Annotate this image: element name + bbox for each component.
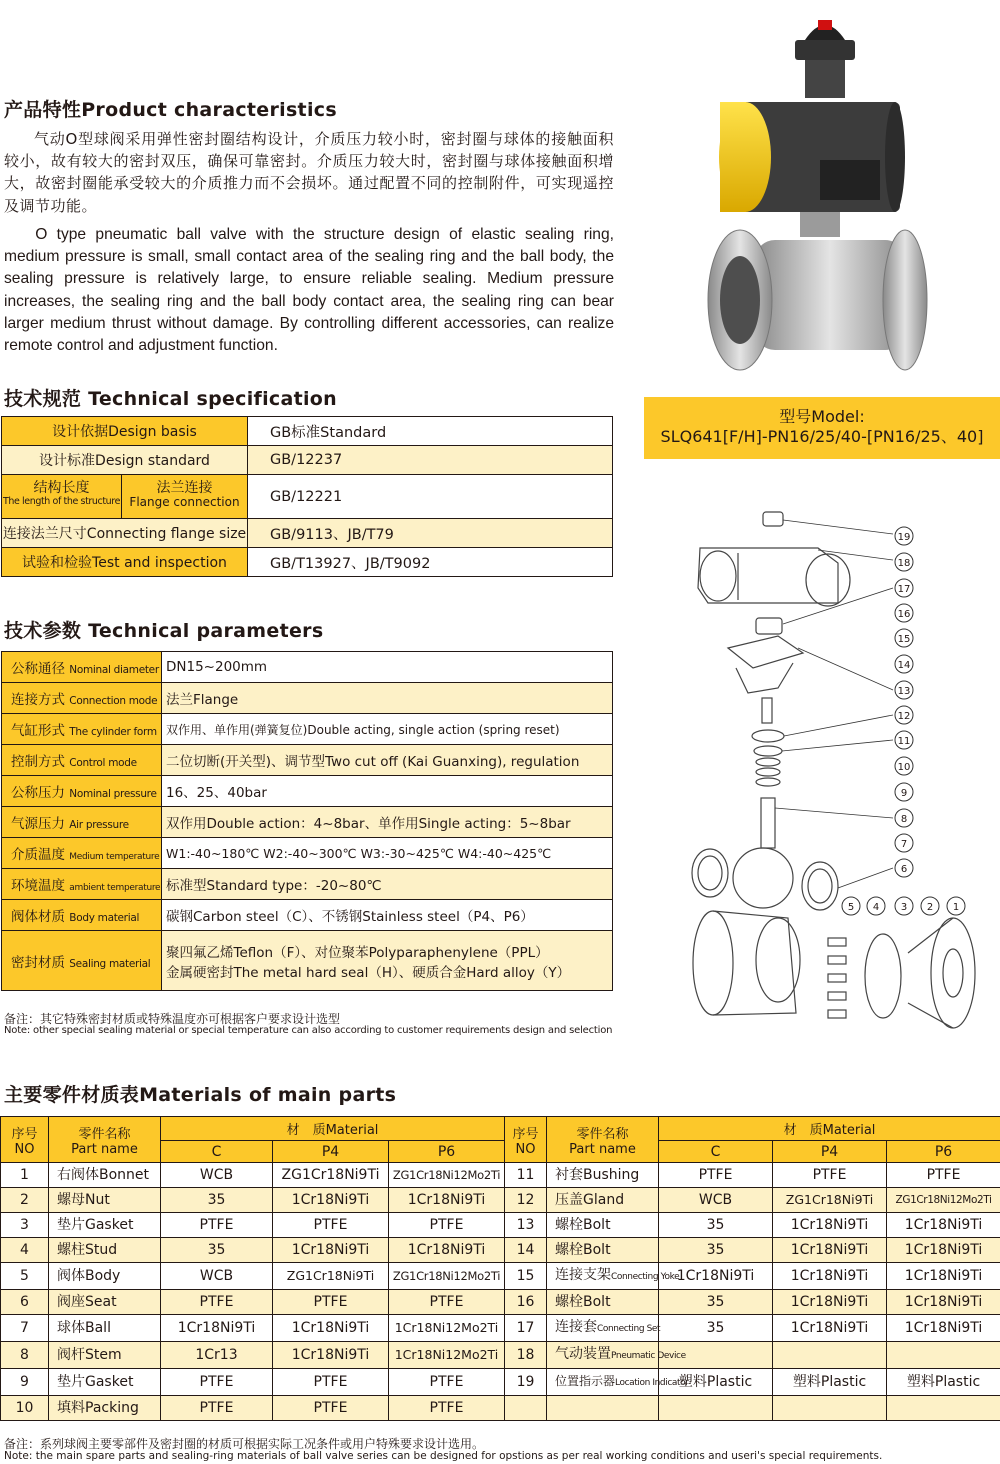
spec-key: 设计标准Design standard bbox=[2, 446, 248, 475]
materials-header-row bbox=[1, 1117, 1000, 1141]
param-key-cn: 控制方式 bbox=[11, 754, 65, 770]
param-key-cn: 公称压力 bbox=[11, 785, 65, 801]
cell-part-en: Connecting Yoke bbox=[611, 1272, 680, 1282]
spec-row bbox=[2, 475, 613, 519]
cell-p6: ZG1Cr18Ni12Mo2Ti bbox=[389, 1263, 505, 1290]
cell-part-en: Location Indicator bbox=[615, 1378, 689, 1388]
diagram-label: 1 bbox=[952, 902, 960, 913]
params-note-cn: 备注：其它特殊密封材质或特殊温度亦可根据客户要求设计选型 bbox=[4, 1012, 341, 1026]
param-key-en: Sealing material bbox=[69, 957, 151, 970]
model-code: SLQ641[F/H]-PN16/25/40-[PN16/25、40] bbox=[660, 427, 984, 446]
cell-p4: ZG1Cr18Ni9Ti bbox=[273, 1263, 389, 1290]
param-value-line1: 聚四氟乙烯Teflon（F）、对位聚苯Polyparaphenylene（PPL） bbox=[166, 944, 549, 961]
diagram-label: 9 bbox=[900, 788, 908, 799]
cell-p6: 1Cr18Ni9Ti bbox=[887, 1263, 1000, 1290]
model-box bbox=[644, 397, 1000, 459]
cell-c: PTFE bbox=[161, 1290, 273, 1315]
header-no bbox=[1, 1117, 49, 1163]
materials-row bbox=[1, 1342, 1000, 1369]
cell-part-cn: 位置指示器 bbox=[555, 1374, 616, 1388]
spec-value: GB/9113、JB/T79 bbox=[248, 519, 613, 548]
header-no-en: NO bbox=[515, 1141, 536, 1157]
cell-c: WCB bbox=[161, 1163, 273, 1188]
param-key bbox=[2, 745, 162, 776]
cell-p4 bbox=[773, 1396, 887, 1421]
cell-no: 10 bbox=[1, 1396, 49, 1421]
param-row bbox=[2, 683, 613, 714]
spec-key-b-cn: 法兰连接 bbox=[156, 480, 213, 496]
param-key-cn: 阀体材质 bbox=[11, 909, 65, 925]
param-row bbox=[2, 869, 613, 900]
diagram-label: 2 bbox=[926, 902, 934, 913]
diagram-label: 10 bbox=[897, 762, 911, 773]
materials-row bbox=[1, 1315, 1000, 1342]
cell-p6: 1Cr18Ni9Ti bbox=[887, 1315, 1000, 1342]
cell-part: 螺栓Bolt bbox=[547, 1238, 659, 1263]
cell-part: 螺栓Bolt bbox=[547, 1213, 659, 1238]
cell-part: 垫片Gasket bbox=[49, 1213, 161, 1238]
params-note-en: Note: other special sealing material or special temperature can also according to customer requirements design and selection bbox=[4, 1025, 613, 1036]
param-value: 法兰Flange bbox=[162, 683, 613, 714]
header-material: 材 质Material bbox=[161, 1117, 505, 1141]
param-key bbox=[2, 807, 162, 838]
spec-row bbox=[2, 548, 613, 577]
param-key bbox=[2, 838, 162, 869]
diagram-label: 16 bbox=[897, 609, 911, 620]
param-row bbox=[2, 652, 613, 683]
header-p6: P6 bbox=[887, 1141, 1000, 1163]
param-key-cn: 气缸形式 bbox=[11, 723, 65, 739]
header-no bbox=[505, 1117, 547, 1163]
cell-no: 1 bbox=[1, 1163, 49, 1188]
cell-p6: 1Cr18Ni12Mo2Ti bbox=[389, 1342, 505, 1369]
params-title: 技术参数 Technical parameters bbox=[4, 620, 324, 642]
header-part-cn: 零件名称 bbox=[78, 1126, 131, 1142]
cell-p4: ZG1Cr18Ni9Ti bbox=[773, 1188, 887, 1213]
cell-p6: 塑料Plastic bbox=[887, 1369, 1000, 1396]
header-c: C bbox=[161, 1141, 273, 1163]
spec-key-b-en: Flange connection bbox=[129, 495, 240, 509]
cell-p4 bbox=[773, 1342, 887, 1369]
param-row bbox=[2, 931, 613, 991]
materials-row bbox=[1, 1290, 1000, 1315]
cell-part bbox=[547, 1396, 659, 1421]
param-key-en: ambient temperature bbox=[69, 883, 161, 893]
spec-value: GB/T13927、JB/T9092 bbox=[248, 548, 613, 577]
cell-part bbox=[547, 1342, 686, 1369]
cell-no: 8 bbox=[1, 1342, 49, 1369]
cell-p4: 塑料Plastic bbox=[773, 1369, 887, 1396]
cell-p4: 1Cr18Ni9Ti bbox=[773, 1290, 887, 1315]
diagram-label: 19 bbox=[897, 532, 911, 543]
cell-p6: 1Cr18Ni12Mo2Ti bbox=[389, 1315, 505, 1342]
spec-key: 试验和检验Test and inspection bbox=[2, 548, 248, 577]
materials-table bbox=[0, 1116, 1000, 1421]
params-table bbox=[1, 651, 613, 991]
spec-key-a-en: The length of the structure bbox=[2, 496, 121, 507]
cell-part: 阀座Seat bbox=[49, 1290, 161, 1315]
cell-no: 5 bbox=[1, 1263, 49, 1290]
header-c: C bbox=[659, 1141, 773, 1163]
materials-row bbox=[1, 1396, 1000, 1421]
header-part bbox=[49, 1117, 161, 1163]
characteristics-cn-text: 气动O型球阀采用弹性密封圈结构设计，介质压力较小时，密封圈与球体的接触面积较小，故有较大的密封双压，确保可靠密封。介质压力较大时，密封圈与球体接触面积增大，故密封圈能承受较大的介质推力而不会损坏。通过配置不同的控制附件，可实现遥控及调节功能。 bbox=[4, 130, 614, 215]
cell-c: 35 bbox=[659, 1238, 773, 1263]
diagram-label: 7 bbox=[900, 839, 908, 850]
cell-p6: PTFE bbox=[887, 1163, 1000, 1188]
cell-no: 15 bbox=[505, 1263, 547, 1290]
cell-c: WCB bbox=[161, 1263, 273, 1290]
cell-p6: 1Cr18Ni9Ti bbox=[389, 1188, 505, 1213]
diagram-label: 5 bbox=[847, 902, 855, 913]
cell-no: 19 bbox=[505, 1369, 547, 1396]
spec-key: 设计依据Design basis bbox=[2, 417, 248, 446]
param-row bbox=[2, 838, 613, 869]
cell-part: 压盖Gland bbox=[547, 1188, 659, 1213]
param-row bbox=[2, 807, 613, 838]
diagram-label: 14 bbox=[897, 660, 911, 671]
diagram-label: 8 bbox=[900, 814, 908, 825]
header-no-en: NO bbox=[14, 1141, 35, 1157]
cell-c: PTFE bbox=[659, 1163, 773, 1188]
cell-c: WCB bbox=[659, 1188, 773, 1213]
cell-p4: 1Cr18Ni9Ti bbox=[773, 1263, 887, 1290]
spec-key: 连接法兰尺寸Connecting flange size bbox=[2, 519, 248, 548]
cell-p4: PTFE bbox=[273, 1369, 389, 1396]
cell-no: 6 bbox=[1, 1290, 49, 1315]
spec-row bbox=[2, 417, 613, 446]
diagram-label: 13 bbox=[897, 686, 911, 697]
spec-row bbox=[2, 446, 613, 475]
param-key bbox=[2, 652, 162, 683]
param-key-en: Control mode bbox=[69, 757, 137, 769]
cell-p6: 1Cr18Ni9Ti bbox=[389, 1238, 505, 1263]
cell-p4: PTFE bbox=[273, 1290, 389, 1315]
cell-no: 14 bbox=[505, 1238, 547, 1263]
cell-p6: PTFE bbox=[389, 1369, 505, 1396]
cell-c: 1Cr18Ni9Ti bbox=[161, 1315, 273, 1342]
cell-part bbox=[547, 1315, 659, 1342]
param-value: 双作用Double action：4~8bar、单作用Single acting：5~8bar bbox=[162, 807, 613, 838]
exploded-diagram bbox=[678, 508, 996, 1078]
cell-part: 阀杆Stem bbox=[49, 1342, 161, 1369]
cell-no bbox=[505, 1396, 547, 1421]
cell-part-en: Pneumatic Device bbox=[611, 1351, 686, 1361]
cell-p4: 1Cr18Ni9Ti bbox=[273, 1238, 389, 1263]
cell-p4: 1Cr18Ni9Ti bbox=[273, 1342, 389, 1369]
spec-value: GB标准Standard bbox=[248, 417, 613, 446]
cell-c: 1Cr13 bbox=[161, 1342, 273, 1369]
param-value: W1:-40~180℃ W2:-40~300℃ W3:-30~425℃ W4:-40~425℃ bbox=[162, 838, 613, 869]
param-key bbox=[2, 931, 162, 991]
cell-c: 35 bbox=[161, 1188, 273, 1213]
diagram-label: 3 bbox=[900, 902, 908, 913]
characteristics-title: 产品特性Product characteristics bbox=[4, 99, 337, 121]
cell-c: 35 bbox=[659, 1213, 773, 1238]
param-value: 碳钢Carbon steel（C）、不锈钢Stainless steel（P4、P6） bbox=[162, 900, 613, 931]
diagram-label: 17 bbox=[897, 584, 911, 595]
cell-no: 7 bbox=[1, 1315, 49, 1342]
param-key bbox=[2, 714, 162, 745]
cell-no: 2 bbox=[1, 1188, 49, 1213]
cell-p4: 1Cr18Ni9Ti bbox=[273, 1188, 389, 1213]
spec-row bbox=[2, 519, 613, 548]
param-row bbox=[2, 900, 613, 931]
header-material: 材 质Material bbox=[659, 1117, 1000, 1141]
cell-part: 阀体Body bbox=[49, 1263, 161, 1290]
valve-photo bbox=[700, 10, 930, 385]
cell-p6: PTFE bbox=[389, 1396, 505, 1421]
header-p6: P6 bbox=[389, 1141, 505, 1163]
param-key bbox=[2, 776, 162, 807]
materials-note-cn: 备注：系列球阀主要零部件及密封圈的材质可根据实际工况条件或用户特殊要求设计选用。 bbox=[4, 1437, 485, 1451]
header-part bbox=[547, 1117, 659, 1163]
cell-part: 螺母Nut bbox=[49, 1188, 161, 1213]
param-row bbox=[2, 776, 613, 807]
param-row bbox=[2, 745, 613, 776]
cell-c: 35 bbox=[161, 1238, 273, 1263]
materials-row bbox=[1, 1163, 1000, 1188]
cell-no: 4 bbox=[1, 1238, 49, 1263]
param-value-line2: 金属硬密封The metal hard seal（H）、硬质合金Hard alloy（Y） bbox=[166, 964, 571, 981]
param-key-en: The cylinder form bbox=[69, 726, 157, 738]
header-no-cn: 序号 bbox=[512, 1126, 539, 1142]
param-value: 双作用、单作用(弹簧复位)Double acting, single action (spring reset) bbox=[162, 714, 613, 745]
param-value bbox=[162, 931, 613, 991]
characteristics-en-text: O type pneumatic ball valve with the structure design of elastic sealing ring, medium pressure is small, small contact area of the sealing ring and the ball body, the sealing pressure is relatively large, to ensure reliable sealing. Medium pressure increases, the sealing ring and the ball body contact area, the sealing ring can bear larger medium thrust without damage. By controlling different accessories, can realize remote control and adjustment function. bbox=[4, 226, 614, 355]
cell-no: 13 bbox=[505, 1213, 547, 1238]
cell-no: 17 bbox=[505, 1315, 547, 1342]
cell-p4: 1Cr18Ni9Ti bbox=[773, 1238, 887, 1263]
cell-part: 螺栓Bolt bbox=[547, 1290, 659, 1315]
param-value: 二位切断(开关型)、调节型Two cut off (Kai Guanxing), regulation bbox=[162, 745, 613, 776]
param-value: 标准型Standard type：-20~80℃ bbox=[162, 869, 613, 900]
cell-p6: 1Cr18Ni9Ti bbox=[887, 1213, 1000, 1238]
materials-note-en: Note: the main spare parts and sealing-ring materials of ball valve series can be designed for opstions as per real working conditions and useri's special requirements. bbox=[4, 1450, 883, 1462]
cell-p4: 1Cr18Ni9Ti bbox=[773, 1315, 887, 1342]
param-key-cn: 介质温度 bbox=[11, 847, 65, 863]
param-key-en: Air pressure bbox=[69, 819, 129, 831]
param-value: DN15~200mm bbox=[162, 652, 613, 683]
cell-no: 16 bbox=[505, 1290, 547, 1315]
cell-part: 螺柱Stud bbox=[49, 1238, 161, 1263]
param-key-en: Nominal pressure bbox=[69, 788, 157, 800]
cell-c: 35 bbox=[659, 1290, 773, 1315]
cell-p6 bbox=[887, 1396, 1000, 1421]
cell-p4: PTFE bbox=[273, 1213, 389, 1238]
materials-row bbox=[1, 1188, 1000, 1213]
cell-no: 3 bbox=[1, 1213, 49, 1238]
header-part-en: Part name bbox=[71, 1141, 138, 1157]
cell-no: 11 bbox=[505, 1163, 547, 1188]
param-key bbox=[2, 683, 162, 714]
cell-no: 12 bbox=[505, 1188, 547, 1213]
materials-row bbox=[1, 1238, 1000, 1263]
spec-value: GB/12237 bbox=[248, 446, 613, 475]
diagram-label: 18 bbox=[897, 558, 911, 569]
cell-p6: PTFE bbox=[389, 1213, 505, 1238]
cell-part-cn: 连接套 bbox=[555, 1319, 598, 1335]
cell-p4: PTFE bbox=[273, 1396, 389, 1421]
cell-part-cn: 连接支架 bbox=[555, 1267, 612, 1283]
materials-row bbox=[1, 1369, 1000, 1396]
param-key-en: Body material bbox=[69, 912, 140, 924]
cell-part bbox=[547, 1369, 689, 1396]
header-p4: P4 bbox=[273, 1141, 389, 1163]
cell-part: 填料Packing bbox=[49, 1396, 161, 1421]
cell-part: 垫片Gasket bbox=[49, 1369, 161, 1396]
cell-c: PTFE bbox=[161, 1396, 273, 1421]
cell-p6: 1Cr18Ni9Ti bbox=[887, 1238, 1000, 1263]
cell-c: 塑料Plastic bbox=[659, 1369, 773, 1396]
cell-p6: 1Cr18Ni9Ti bbox=[887, 1290, 1000, 1315]
cell-part bbox=[547, 1263, 680, 1290]
param-key bbox=[2, 869, 162, 900]
cell-c: PTFE bbox=[161, 1213, 273, 1238]
spec-key-split bbox=[2, 475, 248, 519]
cell-p6 bbox=[887, 1342, 1000, 1369]
cell-p4: PTFE bbox=[773, 1163, 887, 1188]
diagram-label: 11 bbox=[897, 736, 911, 747]
cell-p6: ZG1Cr18Ni12Mo2Ti bbox=[389, 1163, 505, 1188]
param-key-cn: 连接方式 bbox=[11, 692, 65, 708]
cell-p4: 1Cr18Ni9Ti bbox=[773, 1213, 887, 1238]
param-key-cn: 环境温度 bbox=[11, 878, 65, 894]
param-row bbox=[2, 714, 613, 745]
param-key-en: Medium temperature bbox=[69, 852, 160, 862]
diagram-label: 6 bbox=[900, 864, 908, 875]
materials-row bbox=[1, 1263, 1000, 1290]
spec-table bbox=[1, 416, 613, 577]
spec-value: GB/12221 bbox=[248, 475, 613, 519]
materials-row bbox=[1, 1213, 1000, 1238]
param-key-en: Connection mode bbox=[69, 695, 158, 707]
cell-c: 1Cr18Ni9Ti bbox=[659, 1263, 773, 1290]
spec-title: 技术规范 Technical specification bbox=[4, 388, 337, 410]
cell-part: 衬套Bushing bbox=[547, 1163, 659, 1188]
cell-c: 35 bbox=[659, 1315, 773, 1342]
cell-part: 右阀体Bonnet bbox=[49, 1163, 161, 1188]
param-key-cn: 密封材质 bbox=[11, 954, 65, 971]
header-part-cn: 零件名称 bbox=[576, 1126, 629, 1142]
cell-part: 球体Ball bbox=[49, 1315, 161, 1342]
cell-p4: ZG1Cr18Ni9Ti bbox=[273, 1163, 389, 1188]
header-part-en: Part name bbox=[569, 1141, 636, 1157]
cell-part-cn: 气动装置 bbox=[555, 1346, 612, 1362]
param-value: 16、25、40bar bbox=[162, 776, 613, 807]
cell-no: 18 bbox=[505, 1342, 547, 1369]
cell-part-en: Connecting Set bbox=[597, 1324, 661, 1334]
param-key-en: Nominal diameter bbox=[69, 664, 159, 676]
cell-p4: 1Cr18Ni9Ti bbox=[273, 1315, 389, 1342]
cell-no: 9 bbox=[1, 1369, 49, 1396]
model-label: 型号Model: bbox=[779, 407, 865, 426]
param-key bbox=[2, 900, 162, 931]
cell-p6: PTFE bbox=[389, 1290, 505, 1315]
materials-title: 主要零件材质表Materials of main parts bbox=[4, 1084, 397, 1106]
cell-c: PTFE bbox=[161, 1369, 273, 1396]
header-p4: P4 bbox=[773, 1141, 887, 1163]
param-key-cn: 公称通径 bbox=[11, 661, 65, 677]
param-key-cn: 气源压力 bbox=[11, 816, 65, 832]
diagram-label: 12 bbox=[897, 711, 911, 722]
cell-p6: ZG1Cr18Ni12Mo2Ti bbox=[887, 1188, 1000, 1213]
header-no-cn: 序号 bbox=[11, 1126, 38, 1142]
spec-key-a-cn: 结构长度 bbox=[33, 480, 90, 496]
diagram-label: 4 bbox=[872, 902, 880, 913]
cell-c bbox=[659, 1396, 773, 1421]
diagram-label: 15 bbox=[897, 634, 911, 645]
